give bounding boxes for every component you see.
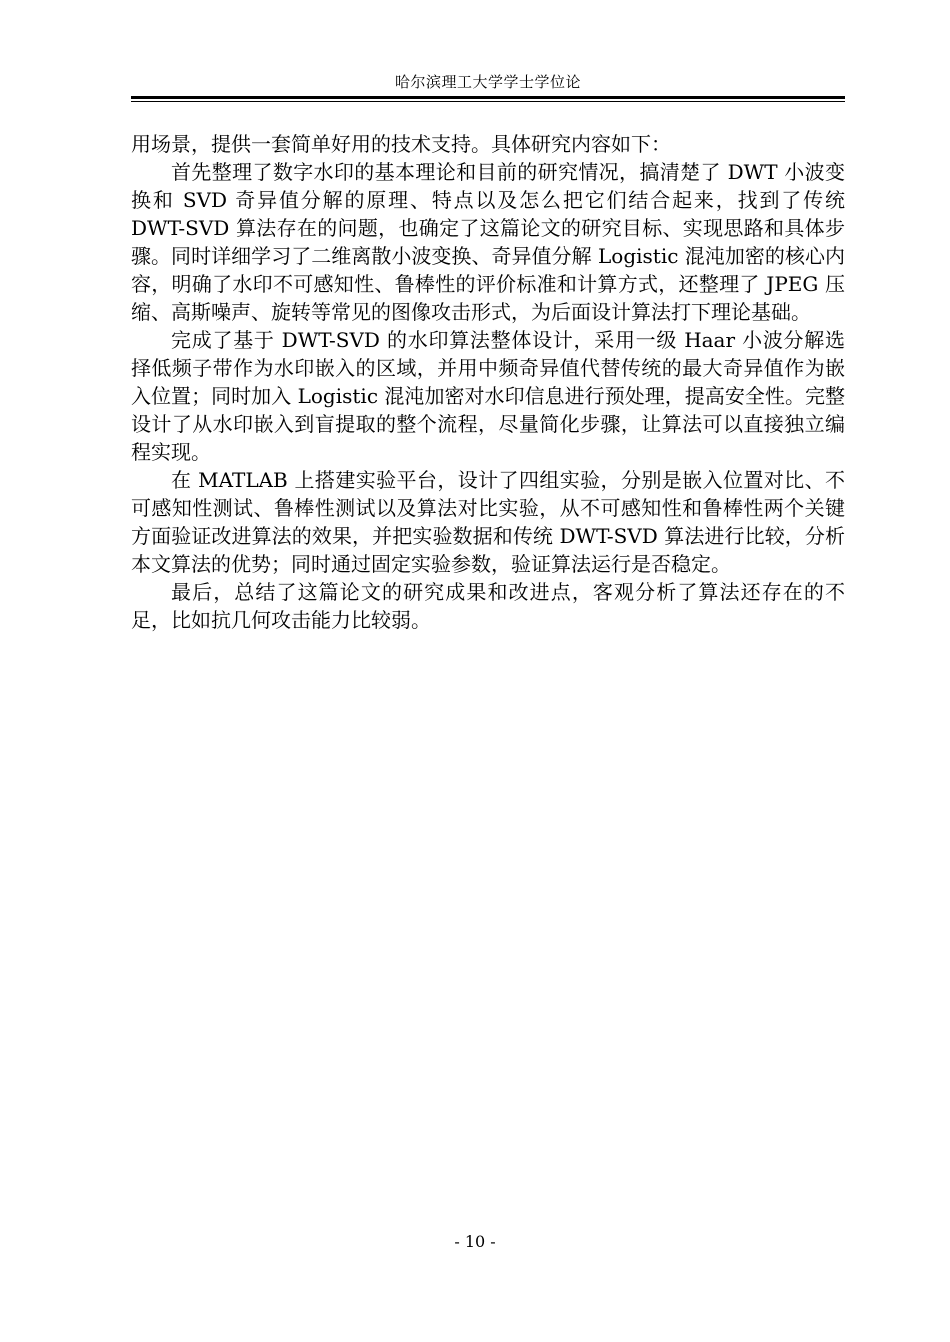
running-header: 哈尔滨理工大学学士学位论 [394, 73, 581, 91]
paragraph-experiments: 在 MATLAB 上搭建实验平台，设计了四组实验，分别是嵌入位置对比、不可感知性测试、鲁棒性测试以及算法对比实验，从不可感知性和鲁棒性两个关键方面验证改进算法的效果，并把实验数据和传统 DWT-SVD 算法进行比较，分析本文算法的优势；同时通过固定实验参数，验证算法运行是否稳定。 [131, 468, 845, 576]
body-text [131, 130, 845, 634]
page-number: - 10 - [454, 1232, 496, 1251]
header-rule-thin [131, 101, 845, 102]
paragraph-summary: 最后，总结了这篇论文的研究成果和改进点，客观分析了算法还存在的不足，比如抗几何攻击能力比较弱。 [131, 580, 845, 632]
paragraph-theory: 首先整理了数字水印的基本理论和目前的研究情况，搞清楚了 DWT 小波变换和 SVD 奇异值分解的原理、特点以及怎么把它们结合起来，找到了传统 DWT-SVD 算法存在的问题，也确定了这篇论文的研究目标、实现思路和具体步骤。同时详细学习了二维离散小波变换、奇异值分解 Logistic 混沌加密的核心内容，明确了水印不可感知性、鲁棒性的评价标准和计算方式，还整理了 JPEG 压缩、高斯噪声、旋转等常见的图像攻击形式，为后面设计算法打下理论基础。 [131, 160, 845, 324]
header-rule-thick [131, 96, 845, 99]
paragraph-algorithm-design: 完成了基于 DWT-SVD 的水印算法整体设计，采用一级 Haar 小波分解选择低频子带作为水印嵌入的区域，并用中频奇异值代替传统的最大奇异值作为嵌入位置；同时加入 Logistic 混沌加密对水印信息进行预处理，提高安全性。完整设计了从水印嵌入到盲提取的整个流程，尽量简化步骤，让算法可以直接独立编程实现。 [131, 328, 845, 464]
paragraph-continued: 用场景，提供一套简单好用的技术支持。具体研究内容如下： [131, 132, 671, 156]
